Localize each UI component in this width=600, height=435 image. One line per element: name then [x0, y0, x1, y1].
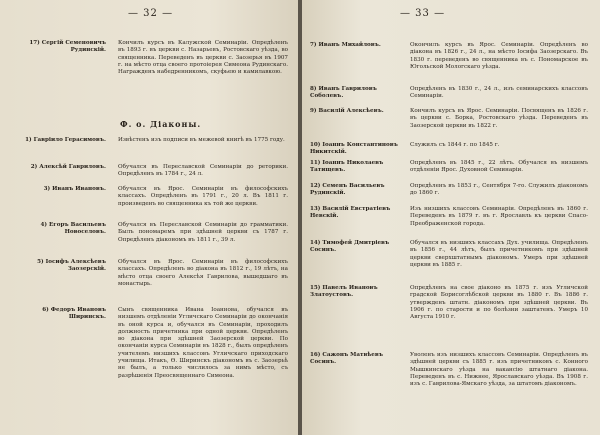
entry-text: Окончилъ курсъ въ Ярос. Семинаріи. Опредѣленъ во діакона въ 1826 г., 24 л., на мѣсто Іосифа Заозерскаго. Въ 1830 г. переведенъ во священника въ с. Пономарское въ Югольской Мологскаго уѣзда. [410, 42, 588, 70]
entry-name: 2) Алексѣй Гавриловъ. [30, 164, 106, 170]
entry-name: 14) Тимофей Дмитріевъ Сосинъ. [310, 240, 390, 254]
entry-text: Кончилъ курсъ въ Ярос. Семинаріи. Посвященъ въ 1826 г. въ церкви с. Борка, Ростовскаго уѣзда. Переведенъ въ Заозерской церкви въ 1822 г. [410, 108, 588, 129]
entry-text: Обучался въ Переславской Семинаріи до реторики. Опредѣленъ въ 1784 г., 24 л. [118, 164, 288, 178]
section-title: Ф. о. Діаконы. [120, 119, 202, 129]
entry-name: 5) Іосифъ Алексѣевъ Заозерскій. [37, 259, 106, 273]
entry-name: 3) Иванъ Ивановъ. [43, 186, 106, 192]
entry-name: 13) Василій Евстратіевъ Невскій. [310, 206, 391, 220]
entry-text: Опредѣленъ въ 1853 г., Сентября 7-го. Служилъ діакономъ до 1860 г. [410, 183, 588, 197]
entry-name: 7) Иванъ Михайловъ. [310, 42, 381, 48]
entry-name: 6) Федоръ Ивановъ Ширинскъ. [42, 307, 106, 321]
page-number: — 32 — [128, 8, 174, 19]
entry-text: Сынъ священника Ивана Іоаннова, обучался въ низшемъ отдѣленіи Угличскаго Семинаріи до окончанія въ оной курса и, обучался въ Семинаріи, проходилъ должность причетника при одной церкви. Опредѣленъ во діакона при здѣшней Заозерской церкви. По окончаніи курса Семинаріи въ 1828 г., былъ опредѣленъ учителемъ низшихъ классовъ Угличскаго приходскаго училища. Итакъ, Ѳ. Ширинскъ діакономъ въ с. Заозерьѣ не былъ, а только числилось за нимъ мѣсто, съ разрѣшенія Преосвященнаго Симеона. [118, 307, 288, 379]
entry-name: 15) Павелъ Ивановъ Златоустовъ. [310, 285, 378, 299]
left-page [0, 0, 298, 435]
entry-text: Обучался въ низшихъ классахъ Дух. училища. Опредѣленъ въ 1856 г., 44 лѣтъ, былъ причетникомъ при здѣшней церкви сверхштатнымъ діакономъ. Умеръ при здѣшней церкви въ 1885 г. [410, 240, 588, 268]
entry-text: Опредѣленъ въ 1845 г., 22 лѣтъ. Обучался въ низшемъ отдѣленіи Ярос. Духовной Семинаріи. [410, 160, 588, 174]
entry-name: 4) Егоръ Васильевъ Новоселовъ. [40, 222, 106, 236]
entry-text: Опредѣленъ на свое діаконо въ 1875 г. изъ Угличской градской Борисоглѣбской церкви въ 1880 г. Въ 1886 г. утвержденъ штатн. діакономъ при здѣшней церкви. Въ 1906 г. по старости и по болѣзни заштатенъ. Умеръ 10 Августа 1910 г. [410, 285, 588, 321]
entry-name: 12) Семенъ Васильевъ Рудинскій. [310, 183, 385, 197]
entry-name: 11) Іоаннъ Николаевъ Татищевъ. [310, 160, 384, 174]
entry-text: Служилъ съ 1844 г. по 1845 г. [410, 142, 500, 148]
entry-name: 9) Василій Алексѣевъ. [310, 108, 384, 114]
entry-text: Извѣстенъ изъ подписи въ межевой книгѣ въ 1775 году. [118, 137, 285, 143]
right-page [302, 0, 600, 435]
entry-text: Кончилъ курсъ въ Калужской Семинаріи. Опредѣленъ въ 1893 г. въ церкви с. Назарьевъ, Ростовскаго уѣзда, во священника. Переведенъ въ церкви с. Заозерья въ 1907 г. на мѣсто отца своего протоіерея Симеона Рудинскаго. Награжденъ набедренникомъ, скуфьею и камилавкою. [118, 40, 288, 76]
entry-name: 8) Иванъ Гавриловъ Соболевъ. [310, 86, 377, 100]
entry-text: Уволенъ изъ низшихъ классовъ Семинаріи. Опредѣленъ въ здѣшней церкви съ 1885 г. изъ причетниковъ с. Конного Мышкинскаго уѣзда на вакансію штатнаго діакона. Переведенъ въ с. Нижнее, Ярославскаго уѣзда. Въ 1908 г. изъ с. Гаврилова-Ямскаго уѣзда, за штатомъ діакономъ. [410, 352, 588, 388]
page-number: — 33 — [400, 8, 446, 19]
entry-text: Опредѣленъ въ 1830 г., 24 л., изъ семинарскихъ классовъ Семинаріи. [410, 86, 588, 100]
entry-name: 17) Сергій Семеновичъ Рудинскій. [29, 40, 106, 54]
entry-name: 1) Гавріило Герасимовъ. [25, 137, 106, 143]
entry-name: 10) Іоаннъ Константиновъ Никитскій. [310, 142, 398, 156]
entry-text: Обучался въ Ярос. Семинаріи въ философскихъ классахъ. Опредѣленъ въ 1791 г., 20 л. Въ 1811 г. произведенъ во священника къ той же церкви. [118, 186, 288, 207]
entry-text: Изъ низшихъ классовъ Семинаріи. Опредѣленъ въ 1860 г. Переведенъ въ 1879 г. въ г. Ярославль къ церкви Спасо-Преображенской города. [410, 206, 588, 227]
entry-text: Обучался въ Переславской Семинаріи до грамматики. Былъ пономаремъ при здѣшней церкви съ 1787 г. Опредѣленъ діакономъ въ 1811 г., 39 л. [118, 222, 288, 243]
entry-text: Обучался въ Ярос. Семинаріи въ философскихъ классахъ. Опредѣленъ во діакона въ 1812 г., 19 лѣтъ, на мѣсто отца своего Алексѣя Гаврилова, вышедшаго въ монастырь. [118, 259, 288, 287]
entry-name: 16) Сажонъ Матвѣевъ Сосинъ. [310, 352, 384, 366]
